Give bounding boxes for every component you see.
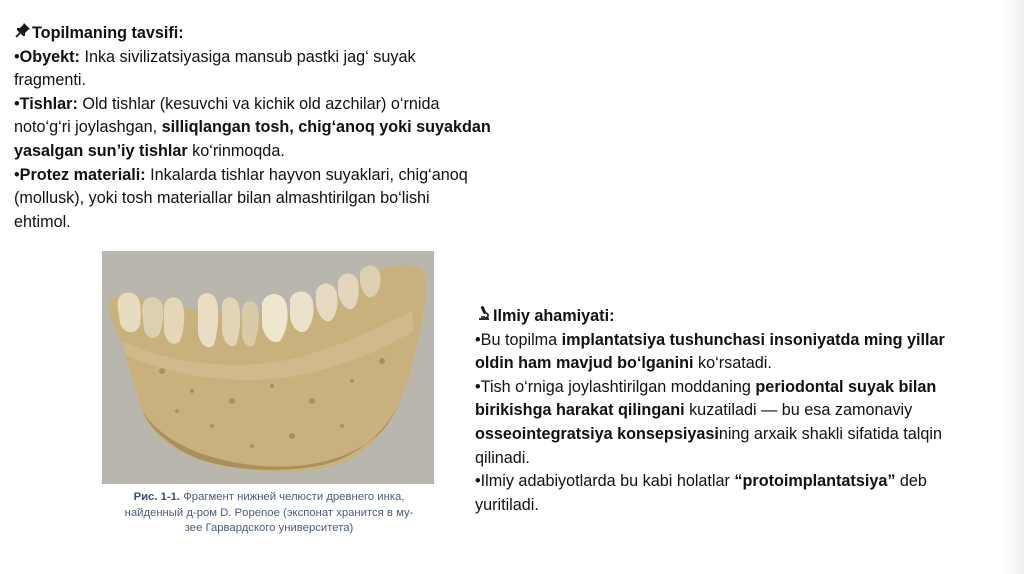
teeth-line-3: yasalgan sun’iy tishlar ko‘rinmoqda. [14, 141, 285, 160]
significance-p1-line-2: oldin ham mavjud bo‘lganini ko‘rsatadi. [475, 354, 772, 373]
object-line-2: fragmenti. [14, 71, 86, 90]
significance-heading: Ilmiy ahamiyati: [475, 305, 985, 329]
significance-p3-line-1: •Ilmiy adabiyotlarda bu kabi holatlar “protoimplantatsiya” deb [475, 472, 927, 491]
prosthesis-line-3: ehtimol. [14, 212, 71, 231]
prosthesis-line-1: •Protez materiali: Inkalarda tishlar hayvon suyaklari, chig‘anoq [14, 165, 468, 184]
jaw-fragment-photo [102, 251, 434, 484]
object-line-1: •Obyekt: Inka sivilizatsiyasiga mansub pastki jag‘ suyak [14, 47, 416, 66]
microscope-icon [475, 305, 493, 329]
teeth-line-2: noto‘g‘ri joylashgan, silliqlangan tosh, chig‘anoq yoki suyakdan [14, 118, 491, 137]
slide-edge-shadow [1001, 0, 1024, 574]
significance-p2-line-2: birikishga harakat qilingani kuzatiladi — bu esa zamonaviy [475, 401, 913, 420]
significance-p1-line-1: •Bu topilma implantatsiya tushunchasi insoniyatda ming yillar [475, 330, 945, 349]
significance-p3-line-2: yuritiladi. [475, 495, 539, 514]
figure-caption [96, 490, 442, 537]
caption-line-1: Рис. 1-1. Фрагмент нижней челюсти древнего инка, [133, 491, 405, 503]
prosthesis-line-2: (mollusk), yoki tosh materiallar bilan almashtirilgan bo‘lishi [14, 189, 430, 208]
significance-p2-line-3: osseointegratsiya konsepsiyasining arxaik shakli sifatida talqin [475, 424, 942, 443]
significance-p2-line-1: •Tish o‘rniga joylashtirilgan moddaning periodontal suyak bilan [475, 377, 937, 396]
pushpin-icon [14, 22, 32, 46]
description-block [14, 22, 514, 234]
teeth-line-1: •Tishlar: Old tishlar (kesuvchi va kichik old azchilar) o‘rnida [14, 94, 440, 113]
caption-line-3: зее Гарвардского университета) [184, 522, 354, 534]
description-heading: Topilmaning tavsifi: [14, 22, 514, 46]
caption-line-2: найденный д-ром D. Popenoe (экспонат хранится в му- [124, 506, 414, 519]
significance-p2-line-4: qilinadi. [475, 448, 530, 467]
significance-block [475, 305, 985, 517]
